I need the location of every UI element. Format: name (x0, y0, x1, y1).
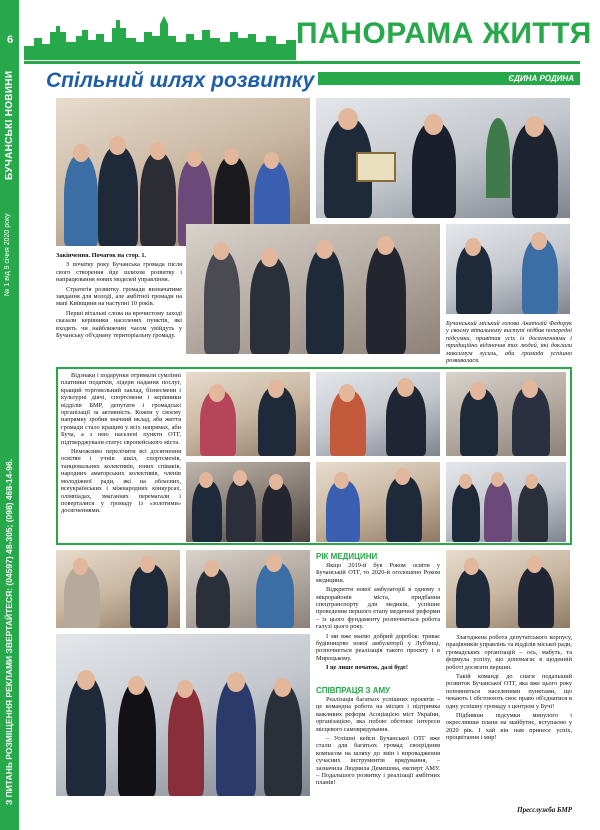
medicine-title: РІК МЕДИЦИНИ (316, 552, 378, 561)
intro-column (56, 252, 182, 362)
photo-speech (446, 224, 570, 314)
photo-group-awards (56, 634, 310, 796)
conclusion-paragraph: Підбивши підсумки минулого і окресливши плани на майбутнє, вступаємо у 2020 рік. І хай він нам принесе успіх, процвітання і мир! (446, 712, 572, 742)
header-green-rule (24, 61, 580, 64)
awards-paragraph: Відзнаки і подарунки отримали сумлінні платники податків, лідери надання послуг, кращий торговельний заклад, бізнесмени і культурні діячі, спортсмени і керівники відділів БМР, депутати і громадські організації за активність. Кожен у своєму напрямку зробив значний вклад, аби життя громади стало кращим у всіх напрямах, аби Буча, а з нею населені пункти ОТГ, підтверджували статус європейського міста. (61, 372, 181, 446)
photo-award-5 (316, 462, 440, 542)
photo-award-4 (186, 462, 310, 542)
intro-paragraph: Стратегія розвитку громади визначатиме завдання для молоді, але амбітної громади на мапі Київщини на наступні 10 років. (56, 285, 182, 308)
page-number: 6 (6, 34, 14, 46)
rubric-label: ЄДИНА РОДИНА (508, 74, 574, 83)
conclusion-paragraph: Такій команді до снаги подальший розвиток Бучанської ОТГ, яка вже цього року поповниться населеними пунктами, що чекають і обстоюють своє право об'єднатися в одну успішну громаду з центром у Бучі! (446, 673, 572, 710)
press-signature: Пресслужба БМР (517, 806, 572, 814)
article-title: Спільний шлях розвитку (46, 69, 315, 92)
section-title: ПАНОРАМА ЖИТТЯ (296, 17, 592, 50)
photo-group-hall (186, 224, 440, 354)
mayor-caption: Бучанський міський голова Анатолій Федорук у своєму вітальному виступі підбив попередні підсумки, привітав усіх із досягненнями і традиційно відзначив тих людей, які доклали максимум зусиль, аби громада успішно розвивалася. (446, 320, 572, 365)
photo-award-1 (186, 372, 310, 456)
city-skyline-icon (24, 12, 296, 62)
photo-award-9 (446, 550, 570, 628)
photo-mayor-award (316, 98, 570, 218)
medicine-paragraph: І ми вже маємо добрий доробок: триває будівництво нової амбулаторії у Луб'янці, розпочнеться реалізація такого проєкту і в Мироцькому. (316, 632, 440, 662)
cooperation-title: СПІВПРАЦЯ З АМУ (316, 686, 391, 695)
conclusion-column (446, 634, 572, 802)
medicine-column (316, 562, 440, 680)
medicine-paragraph: Якщо 2019-й був Роком освіти у Бучанській ОТГ, то 2020-й оголошено Роком медицини. (316, 562, 440, 584)
cooperation-column (316, 696, 440, 808)
intro-paragraph: З початку року Бучанська громада після свого створення йде шляхом розвитку і напрацювання нових моделей управління. (56, 261, 182, 284)
intro-paragraph: Перші вітальні слова на врочистому заході сказали керівники населених пунктів, які входять чи найближчим часом увійдуть у Бучанську об'єднану територіальну громаду. (56, 309, 182, 340)
cooperation-paragraph: Реалізація багатьох успішних проєктів – це командна робота на місцях і підтримка важливих реформ Асоціацією міст України, організацією, яка побою обстоює інтереси місцевого самоврядування. (316, 696, 440, 733)
conclusion-paragraph: Злагоджена робота депутатського корпусу, працівників управлінь та відділів міської ради, громадських організацій – ось, мабуть, та формула успіху, що допомагає в щоденній роботі досягати вершин. (446, 634, 572, 671)
photo-award-3 (446, 372, 566, 456)
medicine-paragraph: Відкриття нової амбулаторії в одному з мікрорайонів міста, придбання спецтранспорту для медиків, успішне проведення першого етапу медичної реформи – із цього фундаменту розпочнеться робота галузі цього року. (316, 586, 440, 631)
photo-award-6 (446, 462, 566, 542)
photo-award-8 (186, 550, 310, 628)
sidebar-ad-contact: З ПИТАНЬ РОЗМІЩЕННЯ РЕКЛАМИ ЗВЕРТАЙТЕСЯ: (04597) 48-305; (098) 468-14-96. (4, 458, 14, 805)
sidebar-newspaper-name: БУЧАНСЬКІ НОВИНИ (4, 70, 15, 180)
photo-award-2 (316, 372, 440, 456)
photo-award-7 (56, 550, 180, 628)
sidebar-issue: № 1 від 9 січня 2020 року (4, 213, 11, 296)
rubric-bar (318, 72, 580, 85)
cooperation-paragraph: – Успішні кейси Бучанської ОТГ вже стали для багатьох громад своєрідним компасом на шляху до змін і впровадження сучасних інструментів врядування, – зазначила Людмила Демешова, експерт АМУ. – Подальшого розвитку і реалізації амбітних планів! (316, 735, 440, 787)
awards-paragraph: Неможливо перелічити всі досягнення освітян і учнів шкіл, спортсменів, танцювальних колективів, юних співаків, народних аматорських колективів, членів молодіжної ради, які на обласних, всеукраїнських і міжнародних конкурсах, олімпіадах, змаганнях перемагали і поверталися у громаду із «золотими» досягненнями. (61, 448, 181, 515)
awards-column (61, 372, 181, 540)
medicine-paragraph: І це лише початок, далі буде! (326, 664, 408, 672)
header-city-skyline (24, 12, 296, 62)
intro-lead: Закінчення. Початок на стор. 1. (56, 252, 147, 259)
